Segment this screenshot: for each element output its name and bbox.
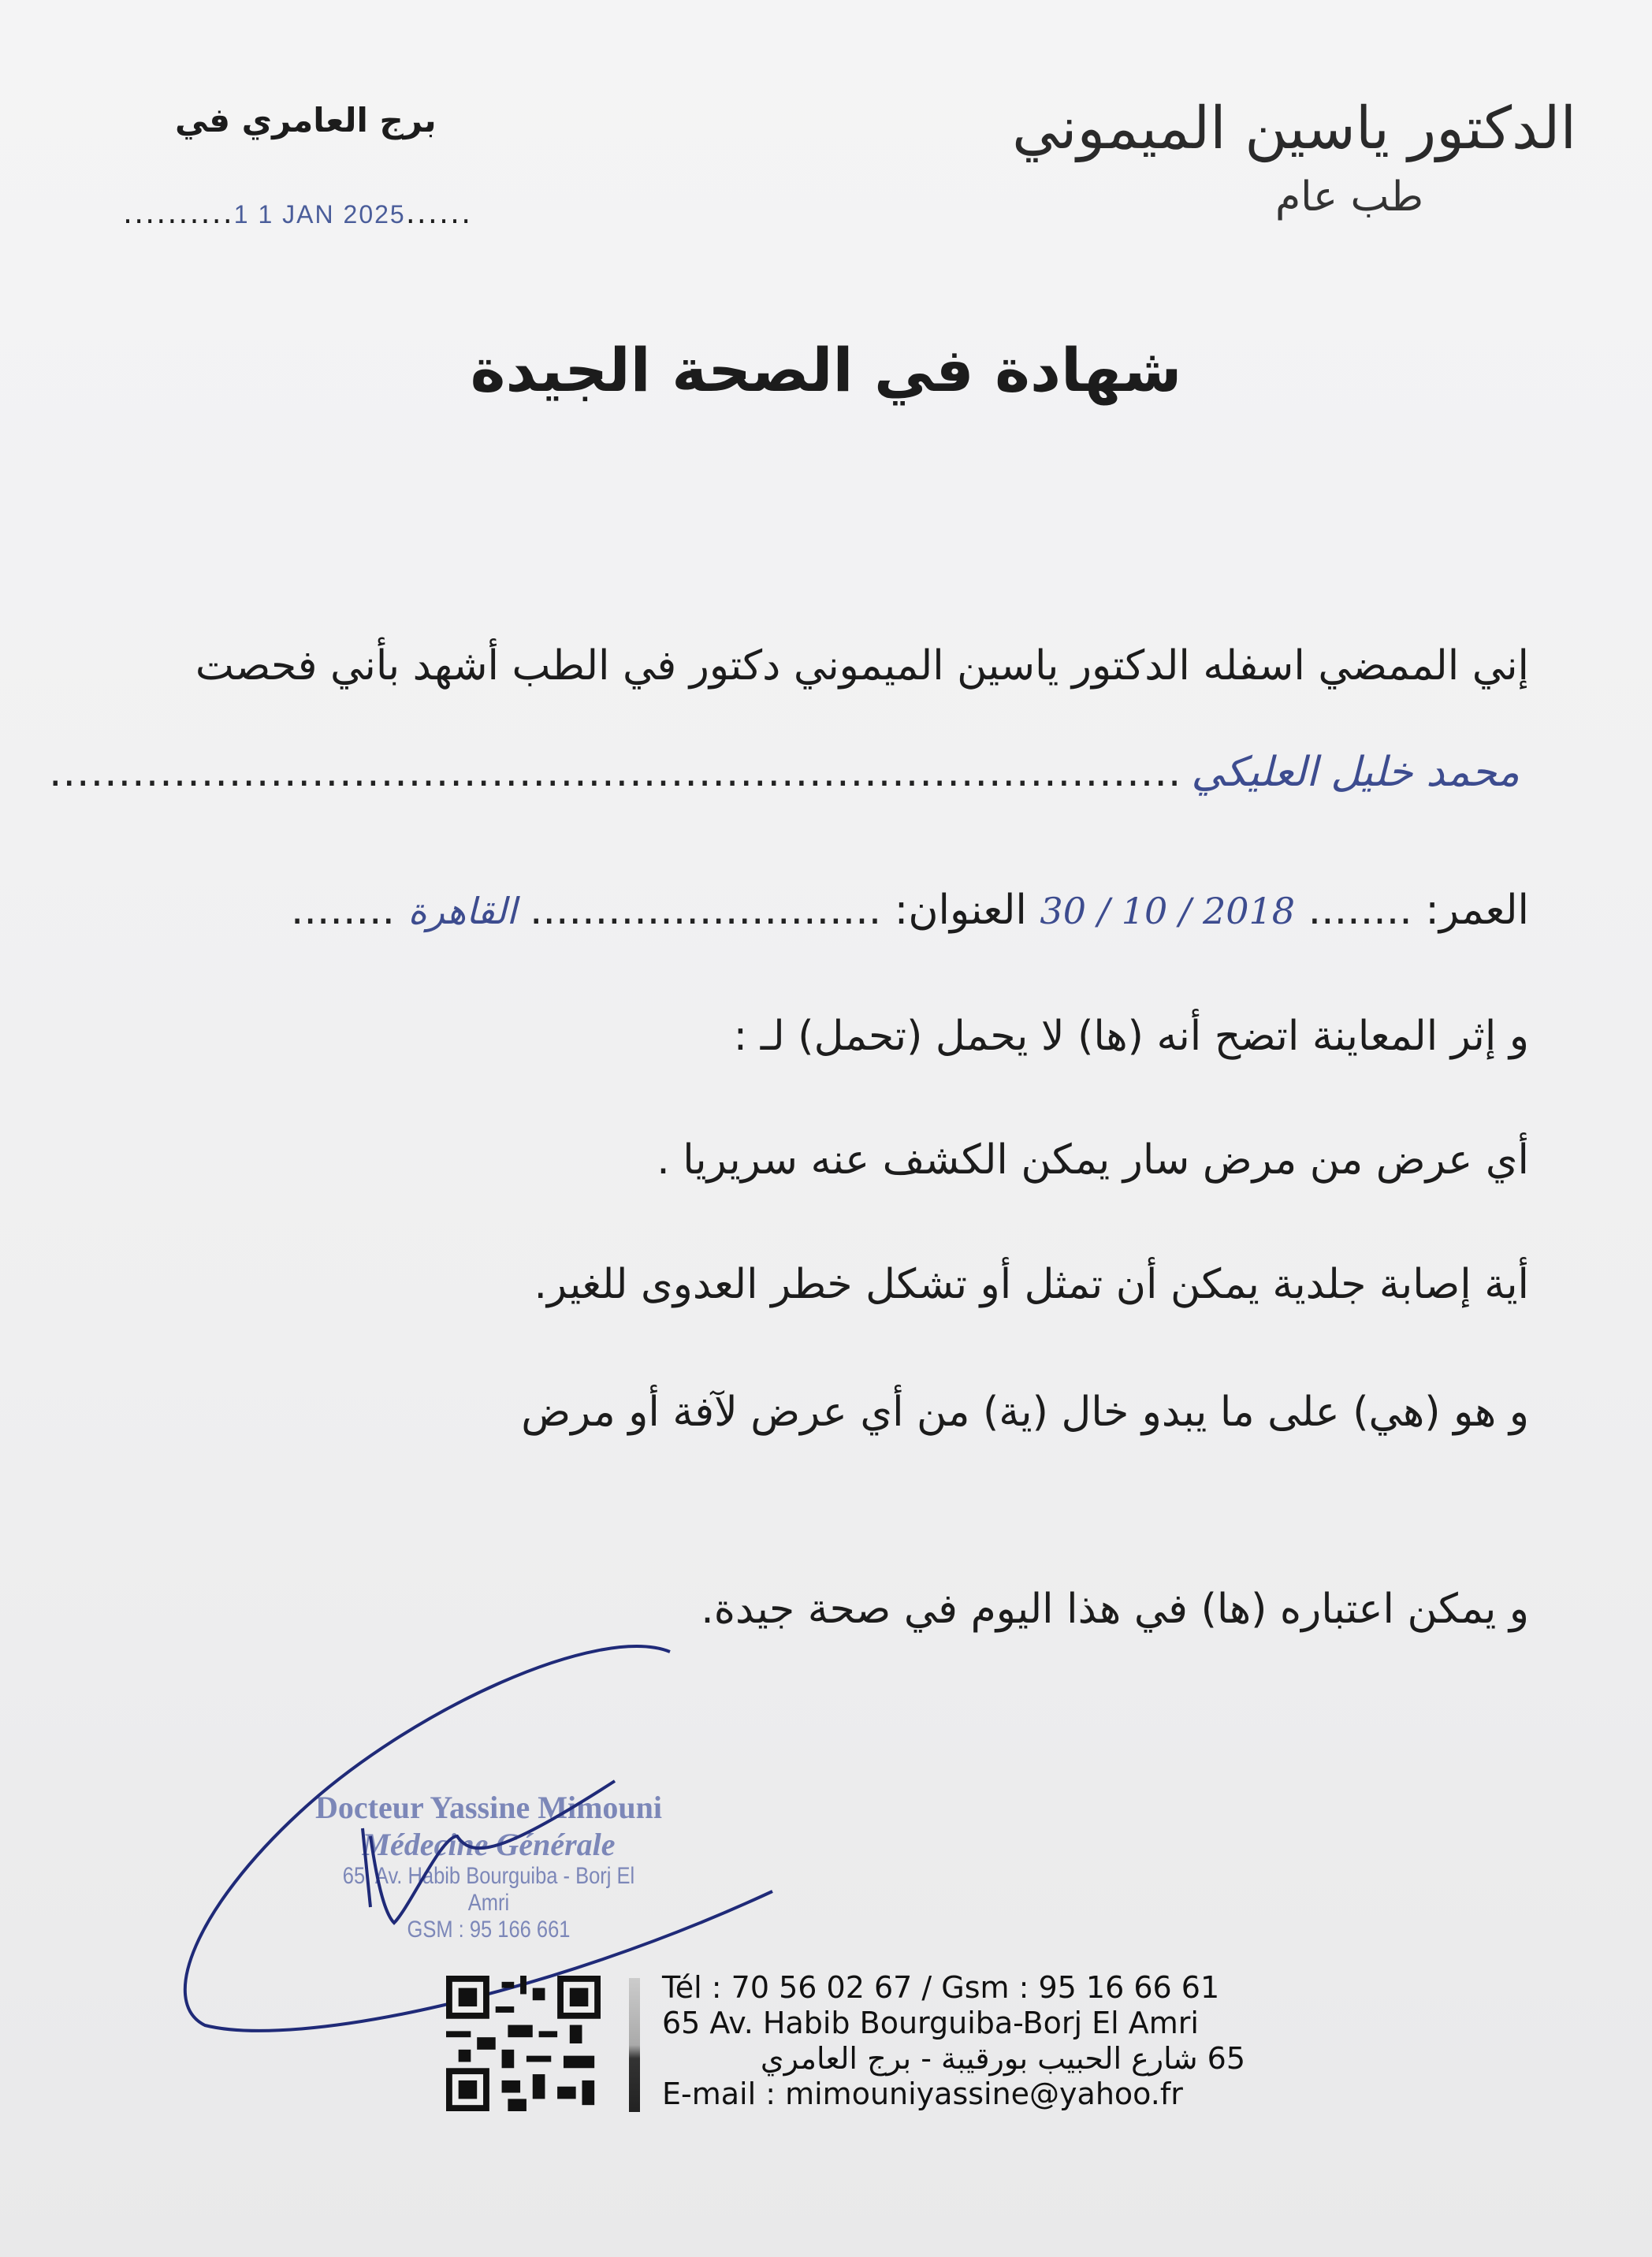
address-dots: ........ — [290, 887, 396, 934]
doctor-name: الدكتور ياسين الميموني — [1012, 95, 1576, 162]
finding-line-1: أي عرض من مرض سار يمكن الكشف عنه سريريا . — [657, 1136, 1529, 1184]
footer-phone: Tél : 70 56 02 67 / Gsm : 95 16 66 61 — [662, 1970, 1220, 2005]
footer-address-fr: 65 Av. Habib Bourguiba-Borj El Amri — [662, 2006, 1199, 2040]
stamp-name: Docteur Yassine Mimouni — [315, 1790, 662, 1825]
address-handwritten: القاهرة — [407, 890, 517, 932]
finding-line-2: أية إصابة جلدية يمكن أن تمثل أو تشكل خطر العدوى للغير. — [534, 1261, 1529, 1308]
stamp-address: 65, Av. Habib Bourguiba - Borj El Amri — [342, 1863, 635, 1916]
patient-name-dots: .................................................................................. — [48, 749, 1182, 796]
address-dots: ........................... — [529, 887, 882, 934]
place-label: برج العامري في — [175, 101, 437, 139]
conclusion-line: و يمكن اعتباره (ها) في هذا اليوم في صحة جيدة. — [701, 1586, 1529, 1633]
patient-name-handwritten: محمد خليل العليكي — [1191, 749, 1520, 796]
date-line — [123, 195, 472, 230]
document-title: شهادة في الصحة الجيدة — [470, 335, 1182, 405]
age-dots: ........ — [1308, 887, 1412, 934]
date-dots: ...... — [405, 195, 473, 230]
intro-line: إني الممضي اسفله الدكتور ياسين الميموني دكتور في الطب أشهد بأني فحصت — [195, 642, 1529, 690]
patient-name-line — [48, 749, 1529, 796]
exam-line: و إثر المعاينة اتضح أنه (ها) لا يحمل (تحمل) لـ : — [733, 1013, 1529, 1060]
date-dots: .......... — [123, 195, 234, 230]
divider-bar — [629, 1978, 640, 2112]
doctor-specialty: طب عام — [1274, 173, 1423, 221]
stamp-gsm: GSM : 95 166 661 — [407, 1917, 571, 1943]
footer-address-ar: 65 شارع الحبيب بورقيبة - برج العامري — [760, 2041, 1245, 2076]
footer-email: E-mail : mimouniyassine@yahoo.fr — [662, 2077, 1183, 2111]
age-address-line — [291, 887, 1529, 934]
footer-contact — [662, 1970, 1245, 2112]
age-label: العمر: — [1425, 887, 1529, 934]
age-handwritten: 30 / 10 / 2018 — [1040, 890, 1296, 932]
qr-code — [446, 1976, 601, 2111]
date-stamp: 1 1 JAN 2025 — [233, 200, 406, 229]
stamp-specialty: Médecine Générale — [362, 1827, 616, 1862]
address-label: العنوان: — [894, 887, 1027, 934]
finding-line-3: و هو (هي) على ما يبدو خال (ية) من أي عرض لآفة أو مرض — [521, 1389, 1529, 1436]
doctor-stamp — [307, 1789, 670, 1943]
